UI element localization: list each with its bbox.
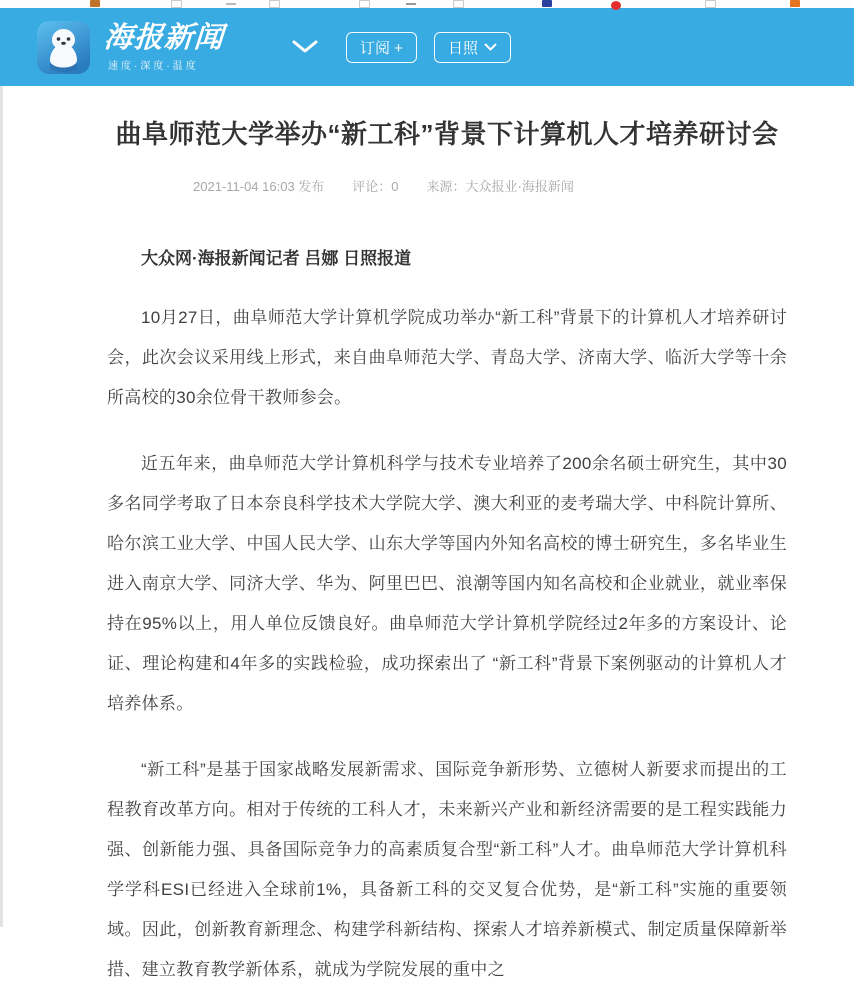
favicon-fragment-icon[interactable]	[542, 0, 552, 7]
bookmarks-strip	[0, 0, 854, 8]
subscribe-button-label: 订阅 +	[360, 39, 403, 57]
article-title: 曲阜师范大学举办“新工科”背景下计算机人才培养研讨会	[115, 119, 779, 149]
page-left-edge	[0, 86, 3, 927]
publish-time: 2021-11-04 16:03 发布	[193, 179, 325, 194]
favicon-fragment-icon[interactable]	[611, 1, 621, 10]
favicon-fragment-icon[interactable]	[359, 0, 370, 8]
favicon-fragment-icon[interactable]	[406, 3, 416, 5]
article-paragraph: 近五年来，曲阜师范大学计算机科学与技术专业培养了200余名硕士研究生，其中30多名同学考取了日本奈良科学技术大学院大学、澳大利亚的麦考瑞大学、中科院计算所、哈尔滨工业大学、中国人民大学、山东大学等国内外知名高校的博士研究生，多名毕业生进入南京大学、同济大学、华为、阿里巴巴、浪潮等国内知名高校和企业就业，就业率保持在95%以上，用人单位反馈良好。曲阜师范大学计算机学院经过2年多的方案设计、论证、理论构建和4年多的实践检验，成功探索出了 “新工科”背景下案例驱动的计算机人才培养体系。	[107, 454, 787, 713]
favicon-fragment-icon[interactable]	[90, 0, 100, 7]
article-paragraph: “新工科”是基于国家战略发展新需求、国际竞争新形势、立德树人新要求而提出的工程教育改革方向。相对于传统的工科人才，未来新兴产业和新经济需要的是工程实践能力强、创新能力强、具备国际竞争力的高素质复合型“新工科”人才。曲阜师范大学计算机科学学科ESI已经进入全球前1%，具备新工科的交叉复合优势，是“新工科”实施的重要领域。因此，创新教育新理念、构建学科新结构、探索人才培养新模式、制定质量保障新举措、建立教育教学新体系，就成为学院发展的重中之	[107, 760, 787, 979]
article-meta	[193, 178, 787, 196]
favicon-fragment-icon[interactable]	[171, 0, 182, 8]
favicon-fragment-icon[interactable]	[705, 0, 716, 8]
brand-name: 海报新闻	[102, 21, 226, 54]
favicon-fragment-icon[interactable]	[269, 0, 280, 8]
article-source: 来源：大众报业·海报新闻	[426, 179, 574, 194]
favicon-fragment-icon[interactable]	[226, 3, 236, 5]
brand-wordmark[interactable]	[104, 23, 224, 72]
chevron-down-icon	[484, 43, 497, 51]
region-label: 日照	[447, 39, 478, 57]
brand-tagline: 速度·深度·温度	[108, 60, 199, 72]
region-selector-button[interactable]	[434, 32, 511, 63]
subscribe-button[interactable]	[346, 32, 417, 63]
article-paragraph: 10月27日，曲阜师范大学计算机学院成功举办“新工科”背景下的计算机人才培养研讨会，此次会议采用线上形式，来自曲阜师范大学、青岛大学、济南大学、临沂大学等十余所高校的30余位骨干教师参会。	[107, 308, 787, 407]
article	[107, 86, 787, 990]
article-byline: 大众网·海报新闻记者 吕娜 日照报道	[141, 249, 412, 268]
seal-mascot-logo-icon[interactable]	[37, 21, 90, 74]
favicon-fragment-icon[interactable]	[790, 0, 800, 7]
comments-count: 评论：0	[352, 179, 399, 194]
header-expand-chevron-down-icon[interactable]	[292, 40, 318, 54]
site-header	[0, 8, 854, 86]
favicon-fragment-icon[interactable]	[453, 0, 464, 8]
